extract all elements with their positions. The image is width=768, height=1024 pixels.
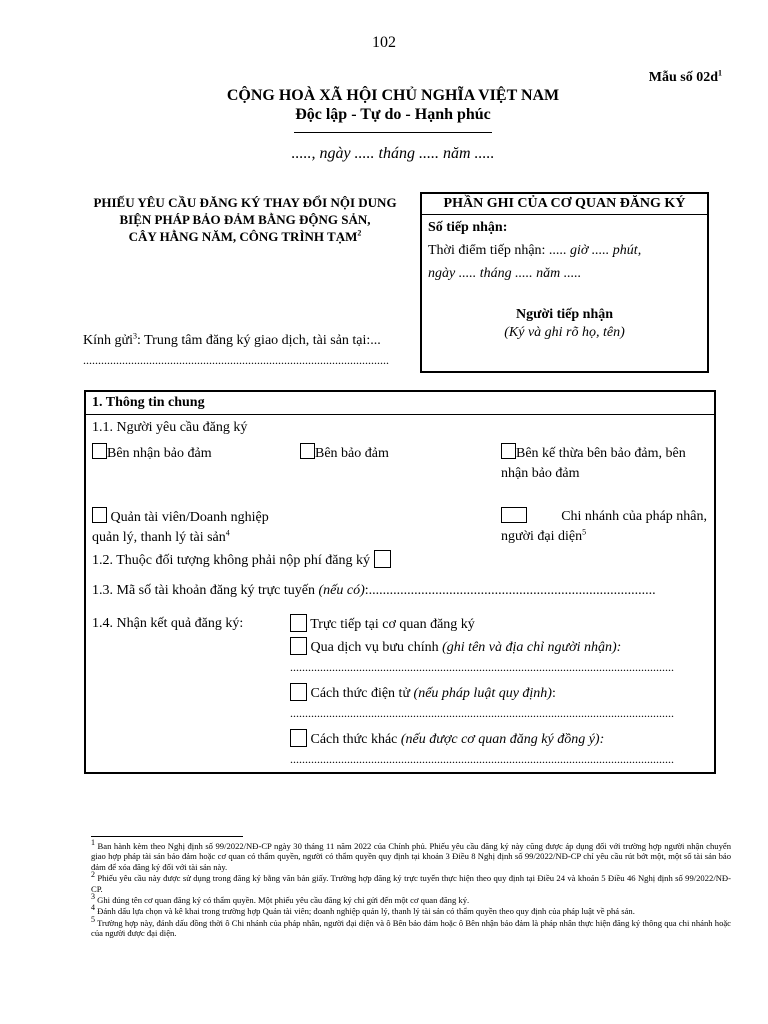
receiver-label: Người tiếp nhận	[515, 307, 614, 322]
registry-box	[420, 192, 709, 373]
delivery-post-label: Qua dịch vụ bưu chính	[310, 640, 443, 655]
address-label: Kính gửi	[83, 333, 133, 348]
option-grantor[interactable]	[300, 443, 389, 462]
delivery-post-dots: ................................................................................................................................	[290, 660, 674, 674]
fee-exemption-checkbox[interactable]	[374, 550, 391, 568]
address-dots: ......................................................................................................	[83, 353, 389, 367]
online-account-dots: :..................................................................................	[364, 583, 656, 598]
delivery-other-label: Cách thức khác	[310, 732, 401, 747]
registry-box-heading: PHẦN GHI CỦA CƠ QUAN ĐĂNG KÝ	[422, 194, 707, 215]
delivery-direct-checkbox[interactable]	[290, 614, 307, 632]
footnote-ref: 3	[132, 331, 137, 341]
footnote-text: Ban hành kèm theo Nghị định số 99/2022/NĐ-CP ngày 30 tháng 11 năm 2022 của Chính phủ. Phiếu yêu cầu đăng ký này cũng được áp dụng đối với trường hợp người nhận chuyển giao hợp pháp tài sản bảo đảm hoặc cơ quan có thẩm quyền, người có thẩm quyền quy định tại khoản 3 Điều 8 Nghị định số 99/2022/NĐ-CP chỉ yêu cầu rút bớt một, một số tài sản bảo đảm để xóa đăng ký đối với tài sản này.	[91, 841, 731, 872]
receipt-time-hour: giờ ..... phút,	[569, 243, 642, 258]
date-line: ....., ngày ..... tháng ..... năm .....	[291, 145, 495, 162]
option-label: Quản tài viên/Doanh nghiệp	[110, 510, 269, 525]
footnote-1	[91, 838, 731, 872]
delivery-post-note: (ghi tên và địa chỉ người nhận):	[442, 640, 622, 655]
footnote-text: Phiếu yêu cầu này được sử dụng trong đăng ký bằng văn bản giấy. Trường hợp đăng ký trực tuyến thực hiện theo quy định tại Điều 24 và khoản 5 Điều 46 Nghị định số 99/2022/NĐ-CP.	[91, 873, 731, 894]
delivery-electronic-checkbox[interactable]	[290, 683, 307, 701]
motto-underline	[294, 132, 492, 133]
footnote-5	[91, 914, 731, 939]
option-trustee[interactable]	[92, 507, 269, 548]
delivery-direct-option[interactable]	[290, 614, 475, 633]
footnote-text: Đánh dấu lựa chọn và kê khai trong trường hợp Quản tài viên; doanh nghiệp quản lý, thanh lý tài sản có thẩm quyền theo quy định của pháp luật về phá sản.	[97, 906, 635, 917]
section-title: 1. Thông tin chung	[86, 392, 714, 415]
receipt-time-line-1	[428, 243, 641, 259]
delivery-direct-label: Trực tiếp tại cơ quan đăng ký	[310, 617, 475, 632]
receipt-number-label: Số tiếp nhận:	[428, 220, 508, 235]
delivery-other-option[interactable]	[290, 729, 604, 748]
fee-exemption-row[interactable]	[92, 550, 391, 569]
receipt-time-line-2: ngày ..... tháng ..... năm .....	[428, 266, 582, 281]
receiver-note: (Ký và ghi rõ họ, tên)	[504, 325, 625, 340]
grantor-checkbox[interactable]	[300, 443, 315, 459]
footnote-ref: 5	[582, 527, 587, 537]
footnote-ref: 1	[718, 68, 722, 78]
option-label: Bên bảo đảm	[315, 446, 389, 461]
option-label: Bên kế thừa bên bảo đảm, bên	[516, 446, 686, 461]
motto: Độc lập - Tự do - Hạnh phúc	[295, 106, 491, 123]
option-successor[interactable]	[501, 443, 686, 484]
form-code	[649, 70, 722, 86]
footnote-ref: 4	[225, 528, 230, 538]
footnote-number: 4	[91, 903, 95, 913]
delivery-other-checkbox[interactable]	[290, 729, 307, 747]
footnote-ref: 2	[357, 228, 362, 238]
title-line-3	[80, 228, 410, 245]
option-label: Chi nhánh của pháp nhân,	[561, 509, 707, 524]
option-label: Bên nhận bảo đảm	[107, 446, 212, 461]
secured-party-checkbox[interactable]	[92, 443, 107, 459]
online-account-row	[92, 583, 722, 599]
option-label-cont: nhận bảo đảm	[501, 466, 580, 481]
address-value: : Trung tâm đăng ký giao dịch, tài sản tại:...	[136, 333, 381, 348]
online-account-label: 1.3. Mã số tài khoản đăng ký trực tuyến	[92, 583, 319, 598]
successor-checkbox[interactable]	[501, 443, 516, 459]
branch-checkbox[interactable]	[501, 507, 527, 523]
title-line-3-text: CÂY HẰNG NĂM, CÔNG TRÌNH TẠM	[128, 229, 358, 244]
option-branch[interactable]	[501, 507, 707, 547]
document-title	[80, 194, 410, 245]
fee-exemption-label: 1.2. Thuộc đối tượng không phải nộp phí đăng ký	[92, 553, 370, 568]
delivery-post-checkbox[interactable]	[290, 637, 307, 655]
title-line-2: BIỆN PHÁP BẢO ĐẢM BẰNG ĐỘNG SẢN,	[119, 212, 371, 227]
online-account-note: (nếu có)	[318, 583, 365, 598]
option-secured-party[interactable]	[92, 443, 212, 462]
footnotes	[91, 838, 731, 939]
footnote-number: 3	[91, 892, 95, 902]
footnote-number: 1	[91, 838, 95, 848]
delivery-electronic-label: Cách thức điện tử	[310, 686, 414, 701]
footnote-separator	[91, 836, 243, 837]
delivery-electronic-option[interactable]	[290, 683, 556, 702]
footnote-text: Trường hợp này, đánh dấu đồng thời ô Chi nhánh của pháp nhân, người đại diện và ô Bên bảo đảm hoặc ô Bên nhận bảo đảm là pháp nhân thực hiện đăng ký thông qua chi nhánh hoặc của người được đại diện.	[91, 917, 731, 939]
receipt-time-label: Thời điểm tiếp nhận: .....	[428, 243, 570, 258]
page-number: 102	[372, 34, 396, 51]
general-info-section	[84, 390, 716, 774]
nation-heading: CỘNG HOÀ XÃ HỘI CHỦ NGHĨA VIỆT NAM	[226, 87, 560, 104]
result-delivery-label: 1.4. Nhận kết quả đăng ký:	[92, 616, 244, 631]
footnote-2	[91, 870, 731, 894]
footnote-4	[91, 903, 731, 917]
footnote-number: 2	[91, 870, 95, 880]
footnote-3	[91, 892, 731, 906]
option-label-cont: người đại diện	[501, 529, 583, 544]
option-label-cont: quản lý, thanh lý tài sản	[92, 530, 226, 545]
delivery-other-dots: ................................................................................................................................	[290, 752, 674, 766]
delivery-post-option[interactable]	[290, 637, 621, 656]
footnote-number: 5	[91, 914, 95, 924]
trustee-checkbox[interactable]	[92, 507, 107, 523]
delivery-electronic-note: (nếu pháp luật quy định)	[413, 686, 552, 701]
delivery-electronic-colon: :	[551, 686, 556, 701]
delivery-other-note: (nếu được cơ quan đăng ký đồng ý):	[400, 732, 605, 747]
address-line	[83, 333, 381, 349]
requester-question: 1.1. Người yêu cầu đăng ký	[92, 420, 248, 435]
delivery-electronic-dots: ................................................................................................................................	[290, 706, 674, 720]
footnote-text: Ghi đúng tên cơ quan đăng ký có thẩm quyền. Một phiếu yêu cầu đăng ký chỉ gửi đến một cơ quan đăng ký.	[97, 895, 470, 906]
form-code-text: Mẫu số 02d	[648, 70, 718, 85]
title-line-1: PHIẾU YÊU CẦU ĐĂNG KÝ THAY ĐỔI NỘI DUNG	[93, 195, 397, 210]
